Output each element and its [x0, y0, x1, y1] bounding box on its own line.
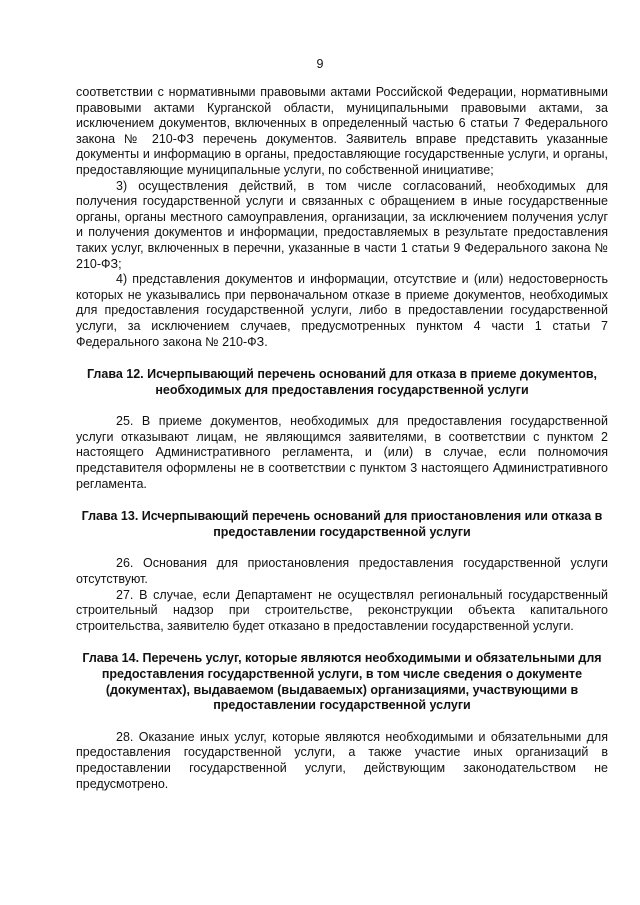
paragraph-28: 28. Оказание иных услуг, которые являются необходимыми и обязательными для предоставления государственной услуги, а также участие иных организаций в предоставлении государственной услуги, действующим законодательством не предусмотрено.: [76, 729, 608, 791]
paragraph-27: 27. В случае, если Департамент не осуществлял региональный государственный строительный надзор при строительстве, реконструкции объекта капитального строительства, заявителю будет отказано в предоставлении государственной услуги.: [76, 587, 608, 633]
page-number: 9: [316, 57, 324, 71]
chapter-14-heading: Глава 14. Перечень услуг, которые являются необходимыми и обязательными для предоставления государственной услуги, в том числе сведения о документе (документах), выдаваемом (выдаваемых) организациями, участвующими в предоставлении государственной услуги: [82, 651, 602, 713]
document-body: [76, 85, 608, 792]
chapter-13-heading: Глава 13. Исчерпывающий перечень оснований для приостановления или отказа в предоставлении государственной услуги: [81, 509, 603, 539]
paragraph-item-3: 3) осуществления действий, в том числе согласований, необходимых для получения государственной услуги и связанных с обращением в иные государственные органы, органы местного самоуправления, организации, за исключением получения услуг и получения документов и информации, предоставляемых в результате предоставления таких услуг, включенных в перечни, указанные в части 1 статьи 9 Федерального закона № 210-ФЗ;: [76, 178, 608, 271]
paragraph-item-4: 4) представления документов и информации, отсутствие и (или) недостоверность которых не указывались при первоначальном отказе в приеме документов, необходимых для предоставления государственной услуги, либо в предоставлении государственной услуги, за исключением случаев, предусмотренных пунктом 4 части 1 статьи 7 Федерального закона № 210-ФЗ.: [76, 272, 608, 349]
paragraph-25: 25. В приеме документов, необходимых для предоставления государственной услуги отказывают лицам, не являющимся заявителями, в соответствии с пунктом 2 настоящего Административного регламента, и (или) в случае, если полномочия представителя оформлены не в соответствии с пунктом 3 настоящего Административного регламента.: [76, 414, 608, 491]
chapter-12-heading: Глава 12. Исчерпывающий перечень оснований для отказа в приеме документов, необходимых для предоставления государственной услуги: [86, 367, 598, 397]
paragraph-continuation: соответствии с нормативными правовыми актами Российской Федерации, нормативными правовыми актами Курганской области, муниципальными правовыми актами, за исключением документов, включенных в определенный частью 6 статьи 7 Федерального закона № 210-ФЗ перечень документов. Заявитель вправе представить указанные документы и информацию в органы, предоставляющие государственные услуги, и органы, предоставляющие муниципальные услуги, по собственной инициативе;: [76, 85, 608, 177]
paragraph-26: 26. Основания для приостановления предоставления государственной услуги отсутствуют.: [76, 556, 608, 587]
